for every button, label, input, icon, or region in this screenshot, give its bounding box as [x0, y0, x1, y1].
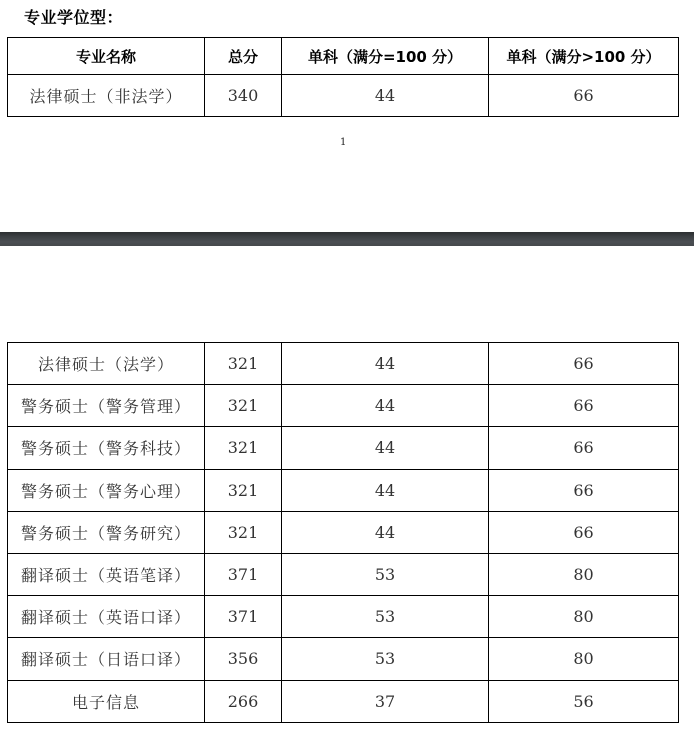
table-row — [8, 427, 679, 469]
total-score: 371 — [205, 553, 282, 595]
total-score: 321 — [205, 511, 282, 553]
major-name: 法律硕士（非法学） — [8, 75, 205, 117]
table-row — [8, 638, 679, 680]
single-subject-100: 53 — [282, 553, 489, 595]
single-subject-over-100: 80 — [489, 596, 679, 638]
total-score: 371 — [205, 596, 282, 638]
page-separator — [0, 232, 694, 246]
table-row — [8, 596, 679, 638]
score-table-page-2 — [7, 342, 679, 723]
single-subject-over-100: 80 — [489, 553, 679, 595]
major-name: 翻译硕士（英语口译） — [8, 596, 205, 638]
single-subject-over-100: 66 — [489, 469, 679, 511]
table-row — [8, 343, 679, 385]
total-score: 321 — [205, 427, 282, 469]
single-subject-over-100: 80 — [489, 638, 679, 680]
major-name: 警务硕士（警务科技） — [8, 427, 205, 469]
table-row — [8, 385, 679, 427]
single-subject-over-100: 56 — [489, 680, 679, 722]
major-name: 法律硕士（法学） — [8, 343, 205, 385]
total-score: 321 — [205, 469, 282, 511]
single-subject-100: 44 — [282, 75, 489, 117]
table-header-row — [8, 38, 679, 75]
single-subject-100: 37 — [282, 680, 489, 722]
single-subject-over-100: 66 — [489, 385, 679, 427]
column-header-name: 专业名称 — [8, 38, 205, 75]
total-score: 266 — [205, 680, 282, 722]
table-row — [8, 469, 679, 511]
single-subject-over-100: 66 — [489, 427, 679, 469]
single-subject-100: 44 — [282, 511, 489, 553]
table-row — [8, 680, 679, 722]
single-subject-over-100: 66 — [489, 511, 679, 553]
major-name: 翻译硕士（日语口译） — [8, 638, 205, 680]
total-score: 321 — [205, 343, 282, 385]
major-name: 电子信息 — [8, 680, 205, 722]
table-row — [8, 553, 679, 595]
document-page-1 — [0, 0, 694, 232]
column-header-total: 总分 — [205, 38, 282, 75]
total-score: 356 — [205, 638, 282, 680]
single-subject-100: 44 — [282, 469, 489, 511]
major-name: 警务硕士（警务管理） — [8, 385, 205, 427]
document-page-2 — [0, 246, 694, 735]
major-name: 警务硕士（警务心理） — [8, 469, 205, 511]
section-heading: 专业学位型： — [24, 8, 124, 27]
single-subject-100: 44 — [282, 343, 489, 385]
table-row — [8, 511, 679, 553]
single-subject-100: 53 — [282, 638, 489, 680]
page-number: 1 — [340, 137, 347, 148]
score-table-page-1 — [7, 37, 679, 117]
single-subject-over-100: 66 — [489, 75, 679, 117]
column-header-single-100: 单科（满分=100 分） — [282, 38, 489, 75]
single-subject-100: 53 — [282, 596, 489, 638]
major-name: 警务硕士（警务研究） — [8, 511, 205, 553]
single-subject-100: 44 — [282, 385, 489, 427]
total-score: 321 — [205, 385, 282, 427]
single-subject-over-100: 66 — [489, 343, 679, 385]
column-header-single-over-100: 单科（满分>100 分） — [489, 38, 679, 75]
single-subject-100: 44 — [282, 427, 489, 469]
major-name: 翻译硕士（英语笔译） — [8, 553, 205, 595]
table-row — [8, 75, 679, 117]
total-score: 340 — [205, 75, 282, 117]
